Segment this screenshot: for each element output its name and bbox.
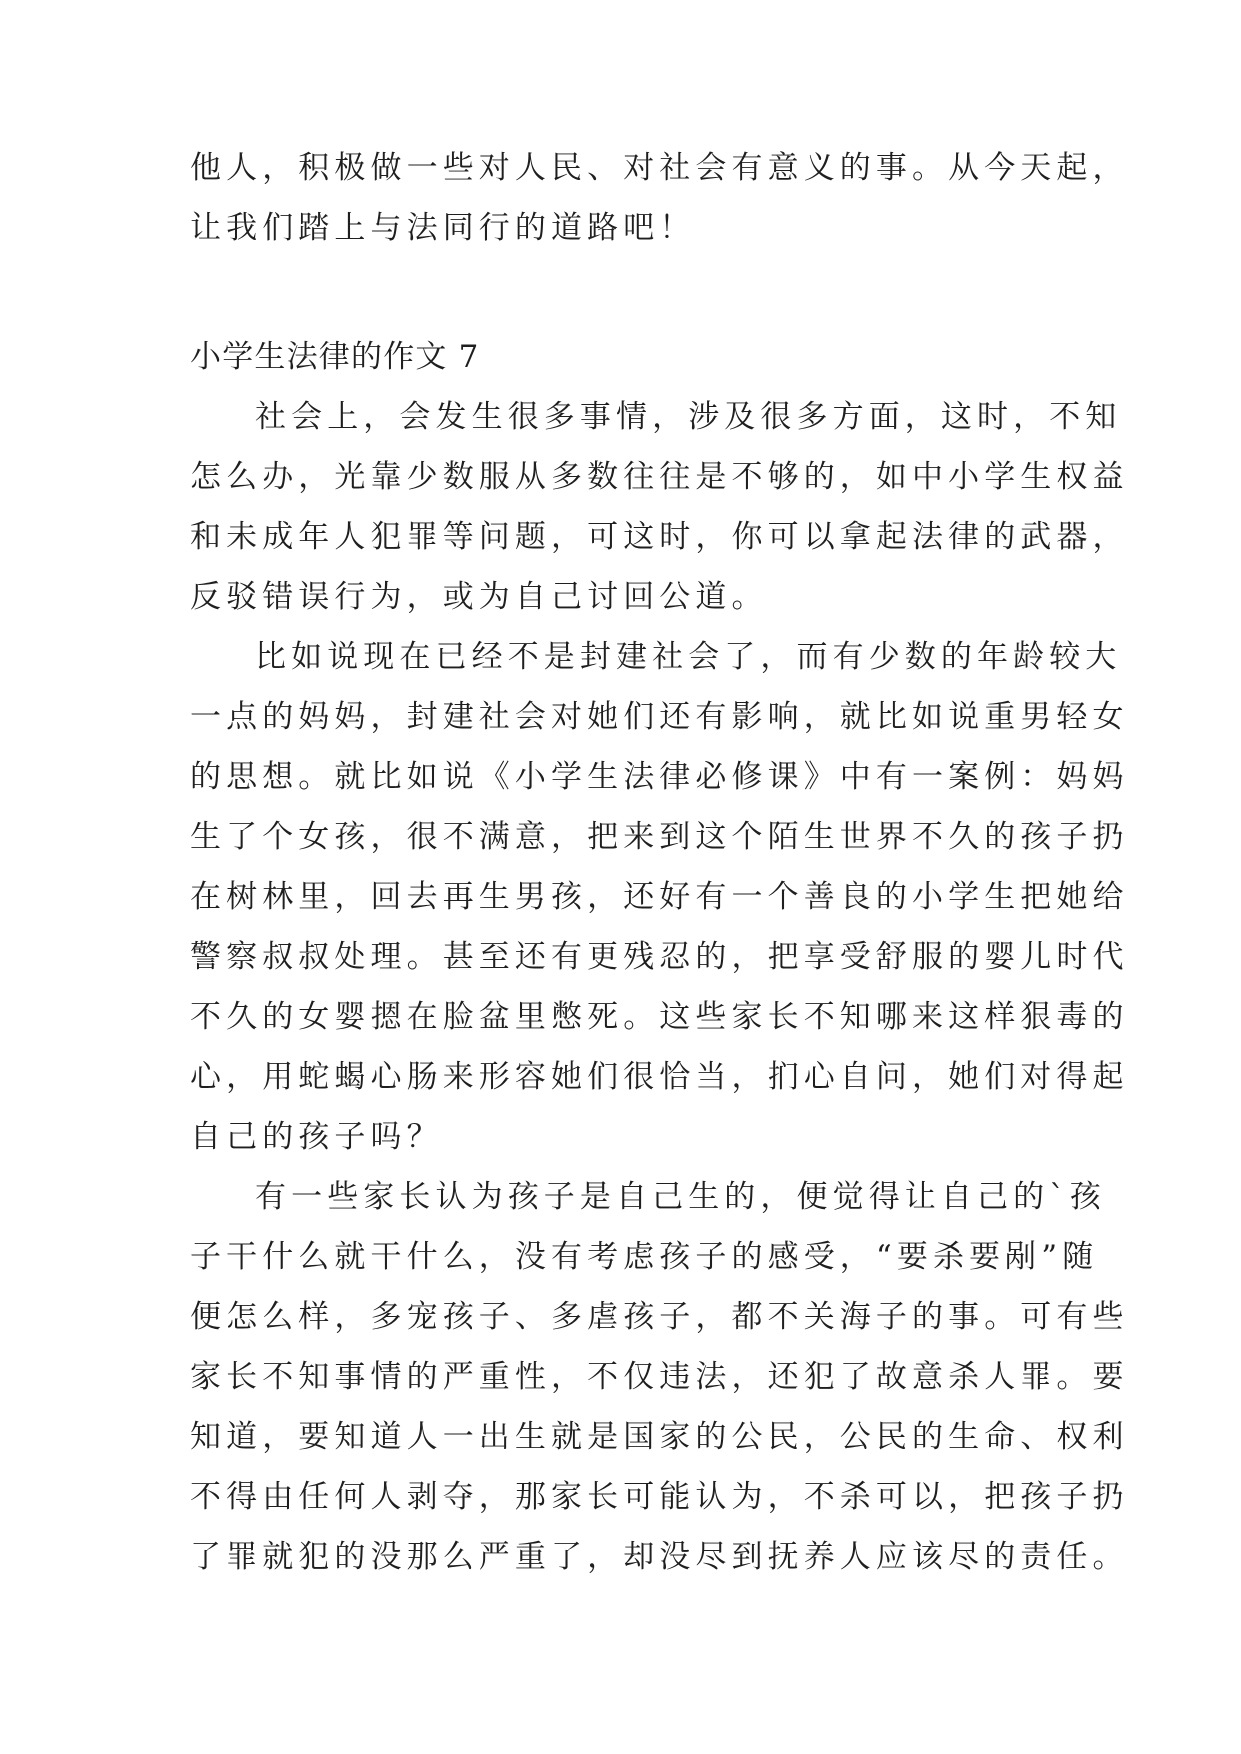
paragraph-line: 比如说现在已经不是封建社会了，而有少数的年龄较大 <box>255 639 1122 675</box>
paragraph-line: 在树林里，回去再生男孩，还好有一个善良的小学生把她给 <box>190 879 1129 915</box>
paragraph-line: 自己的孩子吗？ <box>190 1119 443 1155</box>
paragraph-line: 警察叔叔处理。甚至还有更残忍的，把享受舒服的婴儿时代 <box>190 939 1129 975</box>
intro-line: 让我们踏上与法同行的道路吧！ <box>190 210 696 246</box>
paragraph-line: 的思想。就比如说《小学生法律必修课》中有一案例：妈妈 <box>190 759 1129 795</box>
paragraph-line: 和未成年人犯罪等问题，可这时，你可以拿起法律的武器， <box>190 519 1129 555</box>
paragraph-line: 反驳错误行为，或为自己讨回公道。 <box>190 579 768 615</box>
paragraph-line: 有一些家长认为孩子是自己生的，便觉得让自己的`孩 <box>255 1179 1106 1215</box>
paragraph-line: 不得由任何人剥夺，那家长可能认为，不杀可以，把孩子扔 <box>190 1479 1129 1515</box>
paragraph-line: 不久的女婴摁在脸盆里憋死。这些家长不知哪来这样狠毒的 <box>190 999 1129 1035</box>
paragraph-line: 了罪就犯的没那么严重了，却没尽到抚养人应该尽的责任。 <box>190 1539 1129 1575</box>
section-title: 小学生法律的作文 7 <box>190 339 480 375</box>
paragraph-line: 子干什么就干什么，没有考虑孩子的感受，“要杀要剐”随 <box>190 1239 1099 1275</box>
paragraph-line: 家长不知事情的严重性，不仅违法，还犯了故意杀人罪。要 <box>190 1359 1129 1395</box>
paragraph-line: 怎么办，光靠少数服从多数往往是不够的，如中小学生权益 <box>190 459 1129 495</box>
intro-line: 他人，积极做一些对人民、对社会有意义的事。从今天起， <box>190 150 1129 186</box>
paragraph-line: 社会上，会发生很多事情，涉及很多方面，这时，不知 <box>255 399 1122 435</box>
paragraph-line: 一点的妈妈，封建社会对她们还有影响，就比如说重男轻女 <box>190 699 1129 735</box>
paragraph-line: 生了个女孩，很不满意，把来到这个陌生世界不久的孩子扔 <box>190 819 1129 855</box>
paragraph-line: 便怎么样，多宠孩子、多虐孩子，都不关海子的事。可有些 <box>190 1299 1129 1335</box>
paragraph-line: 知道，要知道人一出生就是国家的公民，公民的生命、权利 <box>190 1419 1129 1455</box>
paragraph-line: 心，用蛇蝎心肠来形容她们很恰当，扪心自问，她们对得起 <box>190 1059 1129 1095</box>
